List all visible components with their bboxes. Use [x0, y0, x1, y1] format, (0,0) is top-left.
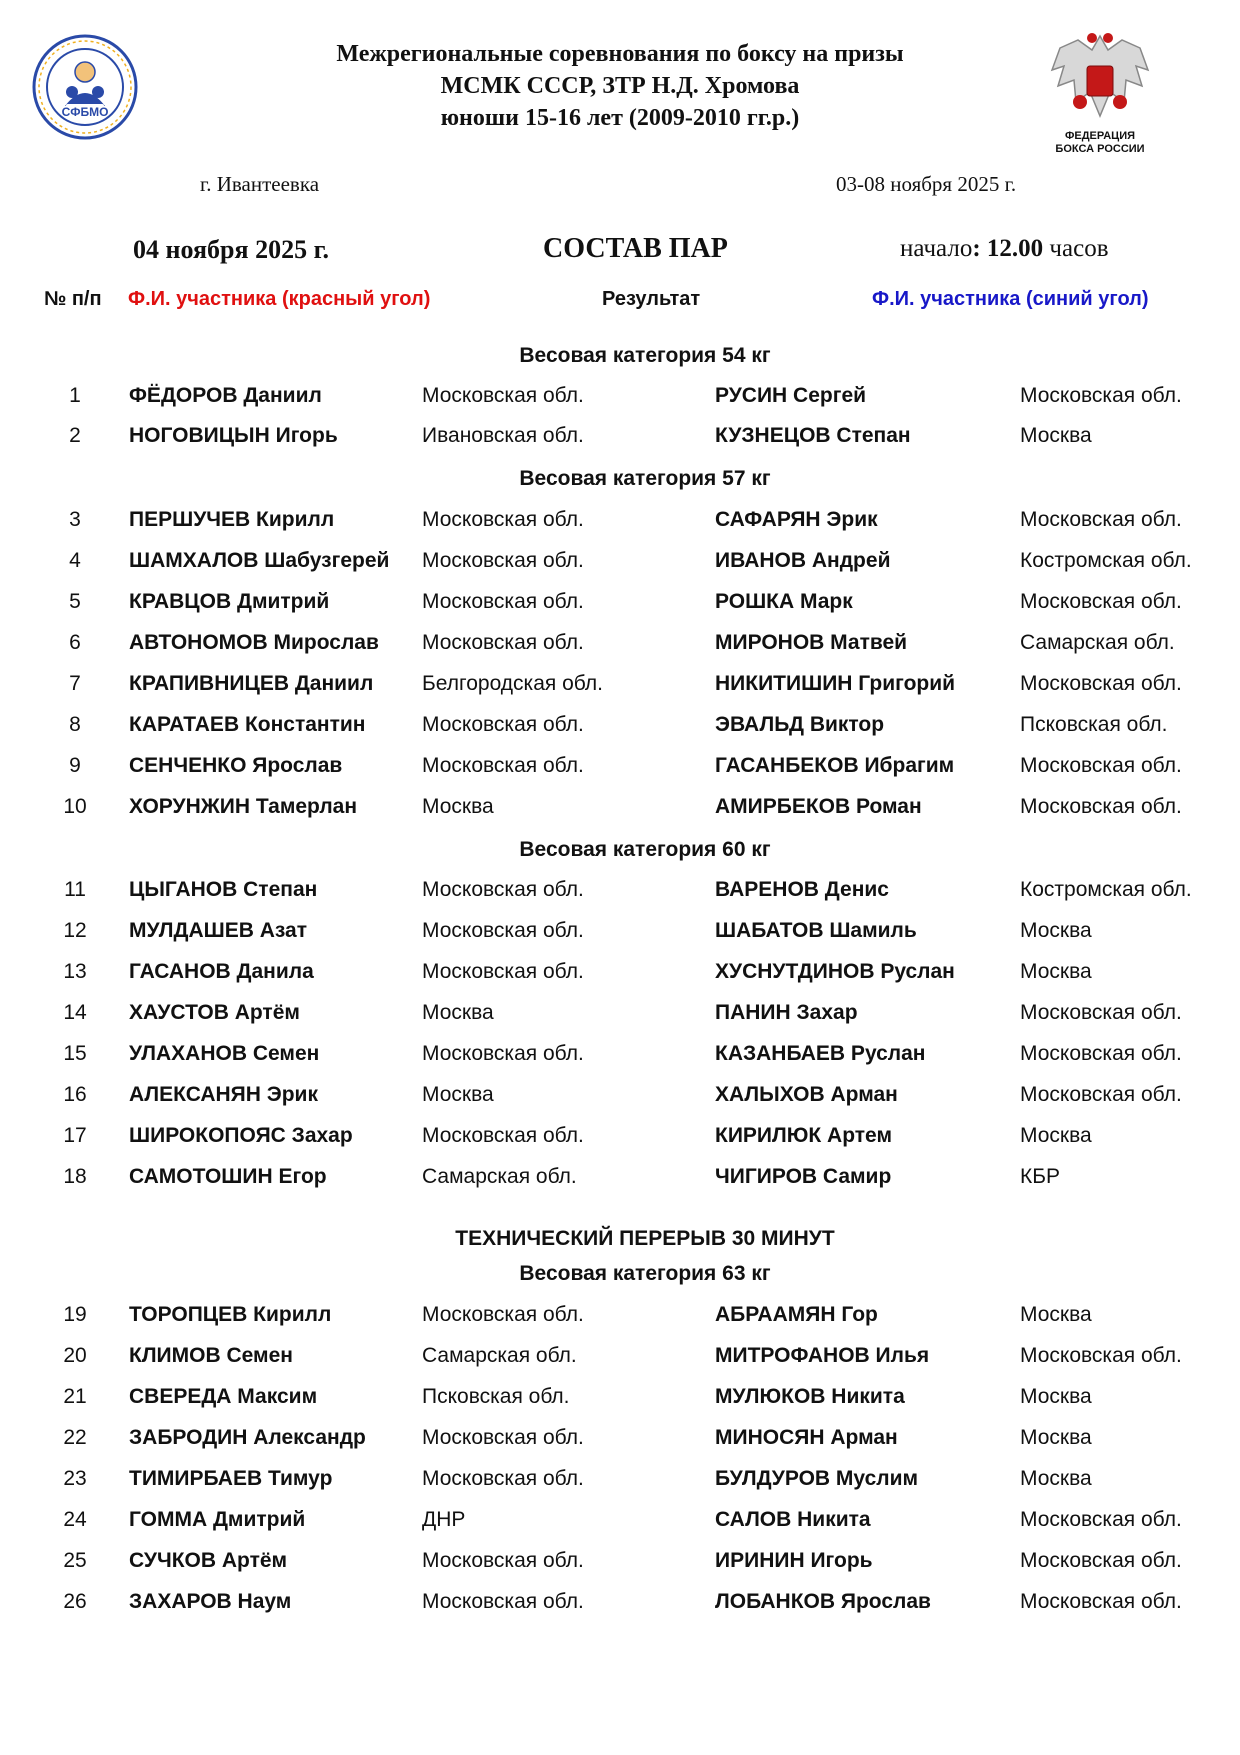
red-corner-athlete: САМОТОШИН Егор	[129, 1165, 327, 1188]
bout-row	[0, 1426, 1240, 1466]
page-title: СОСТАВ ПАР	[543, 233, 728, 264]
red-corner-region: Псковская обл.	[422, 1385, 570, 1408]
blue-corner-athlete: КИРИЛЮК Артем	[715, 1124, 892, 1147]
blue-corner-region: Московская обл.	[1020, 1001, 1182, 1024]
red-corner-region: Белгородская обл.	[422, 672, 603, 695]
red-corner-region: Московская обл.	[422, 1124, 584, 1147]
red-corner-region: Московская обл.	[422, 1467, 584, 1490]
red-corner-athlete: КЛИМОВ Семен	[129, 1344, 293, 1367]
sfbmo-logo-text: СФБМО	[61, 105, 109, 119]
bout-number: 25	[63, 1549, 87, 1572]
blue-corner-athlete: САЛОВ Никита	[715, 1508, 871, 1531]
bout-number: 23	[63, 1467, 87, 1490]
red-corner-region: Московская обл.	[422, 1549, 584, 1572]
blue-corner-athlete: ПАНИН Захар	[715, 1001, 858, 1024]
bout-number: 8	[69, 713, 81, 736]
fbr-logo	[1030, 26, 1170, 156]
bout-number: 19	[63, 1303, 87, 1326]
blue-corner-region: Московская обл.	[1020, 672, 1182, 695]
red-corner-athlete: ШИРОКОПОЯС Захар	[129, 1124, 353, 1147]
bout-number: 21	[63, 1385, 87, 1408]
red-corner-region: Московская обл.	[422, 878, 584, 901]
blue-corner-region: Москва	[1020, 1467, 1092, 1490]
weight-category-heading: Весовая категория 60 кг	[519, 838, 771, 861]
blue-corner-region: Москва	[1020, 1124, 1092, 1147]
venue-city: г. Ивантеевка	[200, 172, 320, 196]
blue-corner-region: Московская обл.	[1020, 1083, 1182, 1106]
bout-row	[0, 590, 1240, 630]
blue-corner-region: Москва	[1020, 1385, 1092, 1408]
blue-corner-athlete: ИВАНОВ Андрей	[715, 549, 891, 572]
bout-number: 2	[69, 424, 81, 447]
start-time-value: : 12.00	[972, 235, 1044, 262]
red-corner-athlete: ХАУСТОВ Артём	[129, 1001, 300, 1024]
bout-row	[0, 1590, 1240, 1630]
blue-corner-athlete: ХАЛЫХОВ Арман	[715, 1083, 898, 1106]
bout-row	[0, 672, 1240, 712]
bout-row	[0, 1165, 1240, 1205]
column-header-number: № п/п	[44, 288, 102, 310]
red-corner-athlete: НОГОВИЦЫН Игорь	[129, 424, 338, 447]
blue-corner-athlete: АМИРБЕКОВ Роман	[715, 795, 922, 818]
bout-row	[0, 919, 1240, 959]
bout-row	[0, 1001, 1240, 1041]
blue-corner-region: Московская обл.	[1020, 754, 1182, 777]
bout-row	[0, 549, 1240, 589]
fbr-logo-line-1: ФЕДЕРАЦИЯ	[1064, 130, 1136, 142]
column-header-result: Результат	[602, 288, 701, 310]
bout-number: 7	[69, 672, 81, 695]
red-corner-athlete: СЕНЧЕНКО Ярослав	[129, 754, 343, 777]
bout-number: 4	[69, 549, 81, 572]
blue-corner-athlete: МИТРОФАНОВ Илья	[715, 1344, 930, 1367]
red-corner-athlete: ШАМХАЛОВ Шабузгерей	[129, 549, 390, 572]
red-corner-athlete: ЦЫГАНОВ Степан	[129, 878, 318, 901]
blue-corner-region: Москва	[1020, 424, 1092, 447]
event-dates: 03-08 ноября 2025 г.	[836, 172, 1017, 196]
red-corner-athlete: ТОРОПЦЕВ Кирилл	[129, 1303, 332, 1326]
sfbmo-logo	[32, 34, 138, 140]
red-corner-region: Московская обл.	[422, 960, 584, 983]
blue-corner-region: Москва	[1020, 919, 1092, 942]
blue-corner-athlete: ЭВАЛЬД Виктор	[715, 713, 885, 736]
start-label: начало	[900, 235, 973, 262]
blue-corner-athlete: НИКИТИШИН Григорий	[715, 672, 956, 695]
title-line-3: юноши 15-16 лет (2009-2010 гг.р.)	[440, 105, 800, 131]
bout-number: 1	[69, 384, 81, 407]
bout-row	[0, 754, 1240, 794]
blue-corner-athlete: АБРААМЯН Гор	[715, 1303, 878, 1326]
blue-corner-region: Московская обл.	[1020, 1508, 1182, 1531]
bout-number: 24	[63, 1508, 87, 1531]
bout-number: 10	[63, 795, 87, 818]
bout-number: 22	[63, 1426, 87, 1449]
blue-corner-region: Москва	[1020, 1303, 1092, 1326]
blue-corner-region: Московская обл.	[1020, 384, 1182, 407]
bout-number: 11	[64, 878, 86, 901]
bout-row	[0, 1124, 1240, 1164]
blue-corner-athlete: РУСИН Сергей	[715, 384, 867, 407]
red-corner-athlete: СВЕРЕДА Максим	[129, 1385, 318, 1408]
red-corner-region: Самарская обл.	[422, 1165, 577, 1188]
bout-number: 9	[69, 754, 81, 777]
bout-number: 26	[63, 1590, 87, 1613]
bout-row	[0, 1385, 1240, 1425]
blue-corner-athlete: ЧИГИРОВ Самир	[715, 1165, 892, 1188]
blue-corner-region: КБР	[1020, 1165, 1061, 1188]
red-corner-athlete: АВТОНОМОВ Мирослав	[129, 631, 379, 654]
red-corner-region: Москва	[422, 1001, 494, 1024]
red-corner-region: Московская обл.	[422, 919, 584, 942]
red-corner-athlete: МУЛДАШЕВ Азат	[129, 919, 308, 942]
title-line-2: МСМК СССР, ЗТР Н.Д. Хромова	[440, 73, 800, 99]
blue-corner-region: Псковская обл.	[1020, 713, 1168, 736]
bout-number: 3	[69, 508, 81, 531]
blue-corner-region: Московская обл.	[1020, 590, 1182, 613]
red-corner-region: Московская обл.	[422, 549, 584, 572]
red-corner-athlete: КРАВЦОВ Дмитрий	[129, 590, 330, 613]
technical-break-heading: ТЕХНИЧЕСКИЙ ПЕРЕРЫВ 30 МИНУТ	[455, 1227, 835, 1250]
start-time	[900, 235, 1109, 263]
blue-corner-athlete: КАЗАНБАЕВ Руслан	[715, 1042, 926, 1065]
title-line-1: Межрегиональные соревнования по боксу на призы	[336, 41, 904, 67]
red-corner-region: Самарская обл.	[422, 1344, 577, 1367]
blue-corner-region: Москва	[1020, 1426, 1092, 1449]
blue-corner-athlete: МИНОСЯН Арман	[715, 1426, 898, 1449]
red-corner-athlete: ТИМИРБАЕВ Тимур	[129, 1467, 333, 1490]
red-corner-region: ДНР	[422, 1508, 466, 1531]
bout-number: 13	[63, 960, 87, 983]
bout-number: 17	[63, 1124, 87, 1147]
red-corner-region: Московская обл.	[422, 1426, 584, 1449]
blue-corner-athlete: МИРОНОВ Матвей	[715, 631, 908, 654]
bout-row	[0, 713, 1240, 753]
bout-number: 6	[69, 631, 81, 654]
column-header-blue-corner: Ф.И. участника (синий угол)	[872, 288, 1149, 310]
blue-corner-athlete: САФАРЯН Эрик	[715, 508, 878, 531]
blue-corner-athlete: РОШКА Марк	[715, 590, 853, 613]
red-corner-athlete: ЗАБРОДИН Александр	[129, 1426, 366, 1449]
bout-number: 14	[63, 1001, 87, 1024]
blue-corner-athlete: ЛОБАНКОВ Ярослав	[715, 1590, 931, 1613]
blue-corner-region: Московская обл.	[1020, 795, 1182, 818]
red-corner-region: Ивановская обл.	[422, 424, 584, 447]
blue-corner-region: Московская обл.	[1020, 1042, 1182, 1065]
bout-day-date: 04 ноября 2025 г.	[133, 235, 329, 264]
bout-number: 15	[63, 1042, 87, 1065]
red-corner-region: Московская обл.	[422, 631, 584, 654]
bout-row	[0, 631, 1240, 671]
red-corner-region: Московская обл.	[422, 1042, 584, 1065]
red-corner-athlete: АЛЕКСАНЯН Эрик	[129, 1083, 318, 1106]
red-corner-region: Московская обл.	[422, 1590, 584, 1613]
red-corner-region: Московская обл.	[422, 754, 584, 777]
bout-row	[0, 960, 1240, 1000]
red-corner-athlete: ХОРУНЖИН Тамерлан	[129, 795, 358, 818]
bout-row	[0, 1344, 1240, 1384]
blue-corner-athlete: МУЛЮКОВ Никита	[715, 1385, 905, 1408]
bout-number: 18	[63, 1165, 87, 1188]
event-title	[200, 38, 1040, 134]
column-header-red-corner: Ф.И. участника (красный угол)	[128, 288, 431, 310]
blue-corner-athlete: КУЗНЕЦОВ Степан	[715, 424, 911, 447]
start-unit: часов	[1049, 235, 1109, 262]
blue-corner-region: Московская обл.	[1020, 1549, 1182, 1572]
blue-corner-region: Московская обл.	[1020, 508, 1182, 531]
bout-row	[0, 1508, 1240, 1548]
blue-corner-region: Костромская обл.	[1020, 549, 1192, 572]
bout-number: 16	[63, 1083, 87, 1106]
blue-corner-region: Московская обл.	[1020, 1590, 1182, 1613]
red-corner-athlete: УЛАХАНОВ Семен	[129, 1042, 320, 1065]
bout-row	[0, 878, 1240, 918]
red-corner-athlete: ЗАХАРОВ Наум	[129, 1590, 292, 1613]
blue-corner-region: Москва	[1020, 960, 1092, 983]
red-corner-region: Московская обл.	[422, 508, 584, 531]
blue-corner-athlete: ШАБАТОВ Шамиль	[715, 919, 917, 942]
blue-corner-region: Московская обл.	[1020, 1344, 1182, 1367]
blue-corner-athlete: БУЛДУРОВ Муслим	[715, 1467, 919, 1490]
red-corner-region: Москва	[422, 1083, 494, 1106]
weight-category-heading: Весовая категория 57 кг	[519, 467, 771, 490]
red-corner-region: Московская обл.	[422, 590, 584, 613]
bout-row	[0, 1083, 1240, 1123]
red-corner-region: Московская обл.	[422, 713, 584, 736]
bout-row	[0, 424, 1240, 464]
bout-row	[0, 1042, 1240, 1082]
red-corner-athlete: СУЧКОВ Артём	[129, 1549, 288, 1572]
blue-corner-athlete: ГАСАНБЕКОВ Ибрагим	[715, 754, 955, 777]
weight-category-heading: Весовая категория 63 кг	[519, 1262, 771, 1285]
red-corner-athlete: КАРАТАЕВ Константин	[129, 713, 366, 736]
bout-row	[0, 1303, 1240, 1343]
bout-row	[0, 795, 1240, 835]
bout-number: 5	[69, 590, 81, 613]
bout-row	[0, 1549, 1240, 1589]
weight-category-heading: Весовая категория 54 кг	[519, 344, 771, 367]
blue-corner-region: Самарская обл.	[1020, 631, 1175, 654]
red-corner-athlete: ГАСАНОВ Данила	[129, 960, 314, 983]
bout-number: 12	[63, 919, 87, 942]
red-corner-athlete: ФЁДОРОВ Даниил	[129, 384, 322, 407]
red-corner-athlete: КРАПИВНИЦЕВ Даниил	[129, 672, 374, 695]
bout-row	[0, 508, 1240, 548]
blue-corner-region: Костромская обл.	[1020, 878, 1192, 901]
red-corner-region: Москва	[422, 795, 494, 818]
blue-corner-athlete: ХУСНУТДИНОВ Руслан	[715, 960, 955, 983]
blue-corner-athlete: ИРИНИН Игорь	[715, 1549, 873, 1572]
bout-number: 20	[63, 1344, 87, 1367]
red-corner-region: Московская обл.	[422, 1303, 584, 1326]
fbr-logo-line-2: БОКСА РОССИИ	[1055, 143, 1145, 155]
bout-row	[0, 1467, 1240, 1507]
red-corner-region: Московская обл.	[422, 384, 584, 407]
red-corner-athlete: ГОММА Дмитрий	[129, 1508, 306, 1531]
red-corner-athlete: ПЕРШУЧЕВ Кирилл	[129, 508, 335, 531]
eagle-emblem-icon	[1030, 26, 1170, 130]
blue-corner-athlete: ВАРЕНОВ Денис	[715, 878, 889, 901]
bout-row	[0, 384, 1240, 424]
